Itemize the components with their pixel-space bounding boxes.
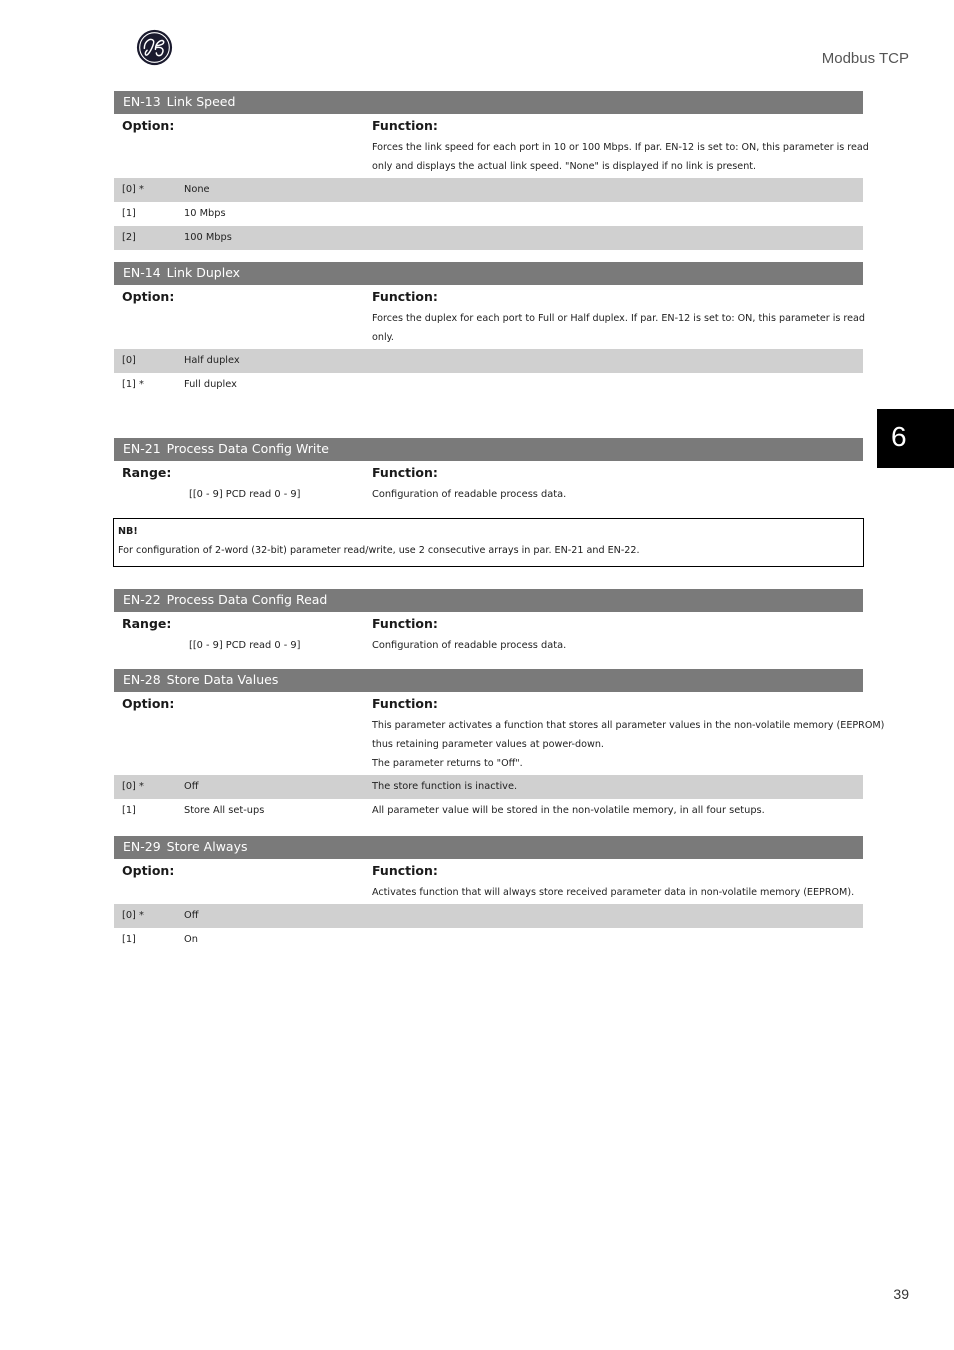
- option-row: [114, 373, 863, 397]
- option-code: [1]: [122, 208, 136, 219]
- param-name: Process Data Config Read: [166, 592, 328, 607]
- desc-line: only.: [372, 332, 394, 343]
- param-code: EN-29: [123, 839, 161, 854]
- option-label: Off: [184, 781, 199, 792]
- note-label: NB!: [118, 526, 138, 537]
- option-row: [114, 928, 863, 952]
- range-function: Configuration of readable process data.: [372, 489, 567, 500]
- note-box: [113, 518, 864, 567]
- section-header: [114, 438, 863, 461]
- function-description: [372, 716, 885, 775]
- desc-line: Forces the link speed for each port in 10 or 100 Mbps. If par. EN-12 is set to: ON, this parameter is read: [372, 142, 869, 153]
- param-code: EN-13: [123, 94, 161, 109]
- desc-line: Forces the duplex for each port to Full or Half duplex. If par. EN-12 is set to: ON, this parameter is read: [372, 313, 866, 324]
- range-value: [[0 - 9] PCD read 0 - 9]: [189, 640, 301, 651]
- range-row: [114, 485, 863, 507]
- option-code: [2]: [122, 232, 136, 243]
- param-name: Link Duplex: [166, 265, 241, 280]
- page-number: 39: [893, 1286, 909, 1302]
- option-function: All parameter value will be stored in the non-volatile memory, in all four setups.: [372, 805, 765, 816]
- option-code: [0]: [122, 355, 136, 366]
- desc-line: This parameter activates a function that stores all parameter values in the non-volatile memory (EEPROM): [372, 720, 885, 731]
- option-code: [0] *: [122, 184, 144, 195]
- section-header: [114, 262, 863, 285]
- range-value: [[0 - 9] PCD read 0 - 9]: [189, 489, 301, 500]
- option-code: [1]: [122, 805, 136, 816]
- param-code: EN-28: [123, 672, 161, 687]
- range-row: [114, 636, 863, 658]
- option-row: [114, 349, 863, 373]
- section-header: [114, 836, 863, 859]
- column-headers: [114, 612, 863, 636]
- option-label: Half duplex: [184, 355, 240, 366]
- section-en21: [114, 438, 863, 507]
- col-left-label: Range:: [122, 465, 172, 480]
- col-right-label: Function:: [372, 465, 438, 480]
- desc-line: only and displays the actual link speed. "None" is displayed if no link is present.: [372, 161, 757, 172]
- column-headers: [114, 692, 863, 716]
- desc-line: The parameter returns to "Off".: [372, 758, 523, 769]
- option-row: [114, 178, 863, 202]
- section-header: [114, 589, 863, 612]
- option-code: [1]: [122, 934, 136, 945]
- section-header: [114, 91, 863, 114]
- function-description: [372, 883, 863, 904]
- section-en14: [114, 262, 866, 397]
- col-left-label: Option:: [122, 863, 175, 878]
- param-name: Process Data Config Write: [166, 441, 329, 456]
- section-en13: [114, 91, 869, 250]
- function-description: [372, 138, 869, 178]
- option-row: [114, 775, 863, 799]
- section-en28: [114, 669, 885, 823]
- column-headers: [114, 859, 863, 883]
- col-left-label: Option:: [122, 696, 175, 711]
- param-name: Link Speed: [166, 94, 236, 109]
- param-code: EN-14: [123, 265, 161, 280]
- col-left-label: Range:: [122, 616, 172, 631]
- param-code: EN-22: [123, 592, 161, 607]
- header-title: Modbus TCP: [821, 50, 909, 67]
- option-code: [0] *: [122, 910, 144, 921]
- col-right-label: Function:: [372, 696, 438, 711]
- option-label: 100 Mbps: [184, 232, 232, 243]
- option-row: [114, 799, 863, 823]
- col-right-label: Function:: [372, 289, 438, 304]
- option-label: None: [184, 184, 210, 195]
- col-left-label: Option:: [122, 289, 175, 304]
- option-label: Store All set-ups: [184, 805, 265, 816]
- param-name: Store Data Values: [166, 672, 279, 687]
- option-code: [0] *: [122, 781, 144, 792]
- option-row: [114, 226, 863, 250]
- range-function: Configuration of readable process data.: [372, 640, 567, 651]
- chapter-tab: 6: [877, 409, 954, 468]
- ge-logo: [136, 29, 173, 66]
- function-description: [372, 309, 866, 349]
- column-headers: [114, 461, 863, 485]
- option-label: Off: [184, 910, 199, 921]
- option-label: Full duplex: [184, 379, 237, 390]
- col-right-label: Function:: [372, 863, 438, 878]
- option-label: On: [184, 934, 198, 945]
- note-text: For configuration of 2-word (32-bit) parameter read/write, use 2 consecutive arrays in par. EN-21 and EN-22.: [118, 545, 640, 556]
- col-left-label: Option:: [122, 118, 175, 133]
- section-en22: [114, 589, 863, 658]
- desc-line: Activates function that will always store received parameter data in non-volatile memory (EEPROM).: [372, 887, 855, 898]
- col-right-label: Function:: [372, 118, 438, 133]
- column-headers: [114, 114, 863, 138]
- section-en29: [114, 836, 863, 952]
- section-header: [114, 669, 863, 692]
- option-function: The store function is inactive.: [372, 781, 518, 792]
- col-right-label: Function:: [372, 616, 438, 631]
- option-code: [1] *: [122, 379, 144, 390]
- column-headers: [114, 285, 863, 309]
- desc-line: thus retaining parameter values at power-down.: [372, 739, 604, 750]
- option-row: [114, 202, 863, 226]
- param-name: Store Always: [166, 839, 248, 854]
- option-row: [114, 904, 863, 928]
- option-label: 10 Mbps: [184, 208, 226, 219]
- param-code: EN-21: [123, 441, 161, 456]
